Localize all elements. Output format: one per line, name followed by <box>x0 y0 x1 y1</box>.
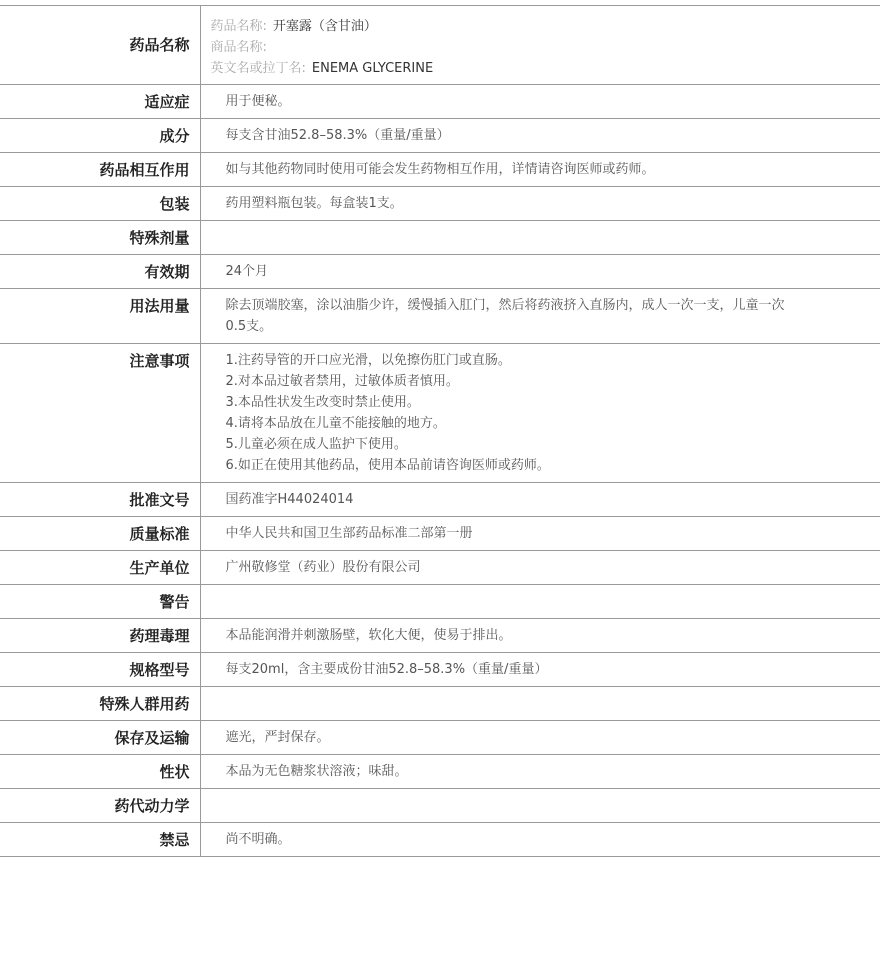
row-value-approval: 国药准字H44024014 <box>225 492 354 507</box>
row-label-warning: 警告 <box>0 585 200 619</box>
row-label-standard: 质量标准 <box>0 517 200 551</box>
row-label-spec: 规格型号 <box>0 653 200 687</box>
list-item: 3.本品性状发生改变时禁止使用。 <box>225 395 420 410</box>
table-row <box>0 585 880 619</box>
row-value-special-dose <box>200 221 880 255</box>
row-value-standard: 中华人民共和国卫生部药品标准二部第一册 <box>225 526 473 541</box>
row-value-warning <box>200 585 880 619</box>
trade-name-label: 商品名称: <box>210 40 267 55</box>
row-value-ingredients: 每支含甘油52.8–58.3%（重量/重量） <box>225 128 450 143</box>
row-value-contraindications: 尚不明确。 <box>225 832 291 847</box>
table-row <box>0 187 880 221</box>
table-row <box>0 344 880 483</box>
table-row <box>0 823 880 857</box>
english-name-value: ENEMA GLYCERINE <box>311 61 434 76</box>
drug-name-cell <box>200 6 880 85</box>
list-item: 5.儿童必须在成人监护下使用。 <box>225 437 407 452</box>
row-value-precautions <box>200 344 880 483</box>
row-value-manufacturer: 广州敬修堂（药业）股份有限公司 <box>225 560 421 575</box>
row-label-special-dose: 特殊剂量 <box>0 221 200 255</box>
row-value-appearance: 本品为无色糖浆状溶液；味甜。 <box>225 764 408 779</box>
table-row <box>0 289 880 344</box>
row-label-drug-name: 药品名称 <box>0 6 200 85</box>
drug-name-label: 药品名称: <box>210 19 267 34</box>
table-row <box>0 119 880 153</box>
row-label-usage: 用法用量 <box>0 289 200 344</box>
row-label-precautions: 注意事项 <box>0 344 200 483</box>
row-label-contraindications: 禁忌 <box>0 823 200 857</box>
row-label-ingredients: 成分 <box>0 119 200 153</box>
drug-name-line <box>211 16 791 37</box>
row-value-pharmacokinetics <box>200 789 880 823</box>
row-label-special-population: 特殊人群用药 <box>0 687 200 721</box>
row-value-storage: 遮光，严封保存。 <box>225 730 330 745</box>
table-row <box>0 721 880 755</box>
table-row <box>0 517 880 551</box>
drug-info-table <box>0 5 880 857</box>
table-row <box>0 687 880 721</box>
row-label-manufacturer: 生产单位 <box>0 551 200 585</box>
row-label-package: 包装 <box>0 187 200 221</box>
drug-name-value: 开塞露（含甘油） <box>272 19 377 34</box>
table-row <box>0 789 880 823</box>
table-row <box>0 619 880 653</box>
row-value-usage: 除去顶端胶塞，涂以油脂少许，缓慢插入肛门，然后将药液挤入直肠内，成人一次一支，儿童一次0.5支。 <box>225 298 785 334</box>
row-label-approval: 批准文号 <box>0 483 200 517</box>
row-label-storage: 保存及运输 <box>0 721 200 755</box>
table-row <box>0 153 880 187</box>
row-value-expiry: 24个月 <box>225 264 269 279</box>
drug-info-sheet <box>0 5 880 857</box>
list-item: 4.请将本品放在儿童不能接触的地方。 <box>225 416 446 431</box>
row-label-appearance: 性状 <box>0 755 200 789</box>
list-item: 2.对本品过敏者禁用，过敏体质者慎用。 <box>225 374 459 389</box>
table-row <box>0 6 880 85</box>
table-row <box>0 653 880 687</box>
row-label-interactions: 药品相互作用 <box>0 153 200 187</box>
table-row <box>0 85 880 119</box>
row-value-package: 药用塑料瓶包装。每盒装1支。 <box>225 196 403 211</box>
table-row <box>0 551 880 585</box>
english-name-label: 英文名或拉丁名: <box>210 61 306 76</box>
trade-name-line <box>211 37 791 58</box>
english-name-line <box>211 58 791 79</box>
list-item: 1.注药导管的开口应光滑，以免擦伤肛门或直肠。 <box>225 353 511 368</box>
row-value-interactions: 如与其他药物同时使用可能会发生药物相互作用，详情请咨询医师或药师。 <box>225 162 655 177</box>
table-row <box>0 483 880 517</box>
row-label-pharmacokinetics: 药代动力学 <box>0 789 200 823</box>
row-label-expiry: 有效期 <box>0 255 200 289</box>
row-value-spec: 每支20ml，含主要成份甘油52.8–58.3%（重量/重量） <box>225 662 548 677</box>
row-label-pharmacology: 药理毒理 <box>0 619 200 653</box>
table-row <box>0 755 880 789</box>
row-label-indications: 适应症 <box>0 85 200 119</box>
row-value-indications: 用于便秘。 <box>225 94 291 109</box>
list-item: 6.如正在使用其他药品，使用本品前请咨询医师或药师。 <box>225 458 550 473</box>
row-value-special-population <box>200 687 880 721</box>
table-row <box>0 221 880 255</box>
table-row <box>0 255 880 289</box>
row-value-pharmacology: 本品能润滑并刺激肠壁，软化大便，使易于排出。 <box>225 628 512 643</box>
